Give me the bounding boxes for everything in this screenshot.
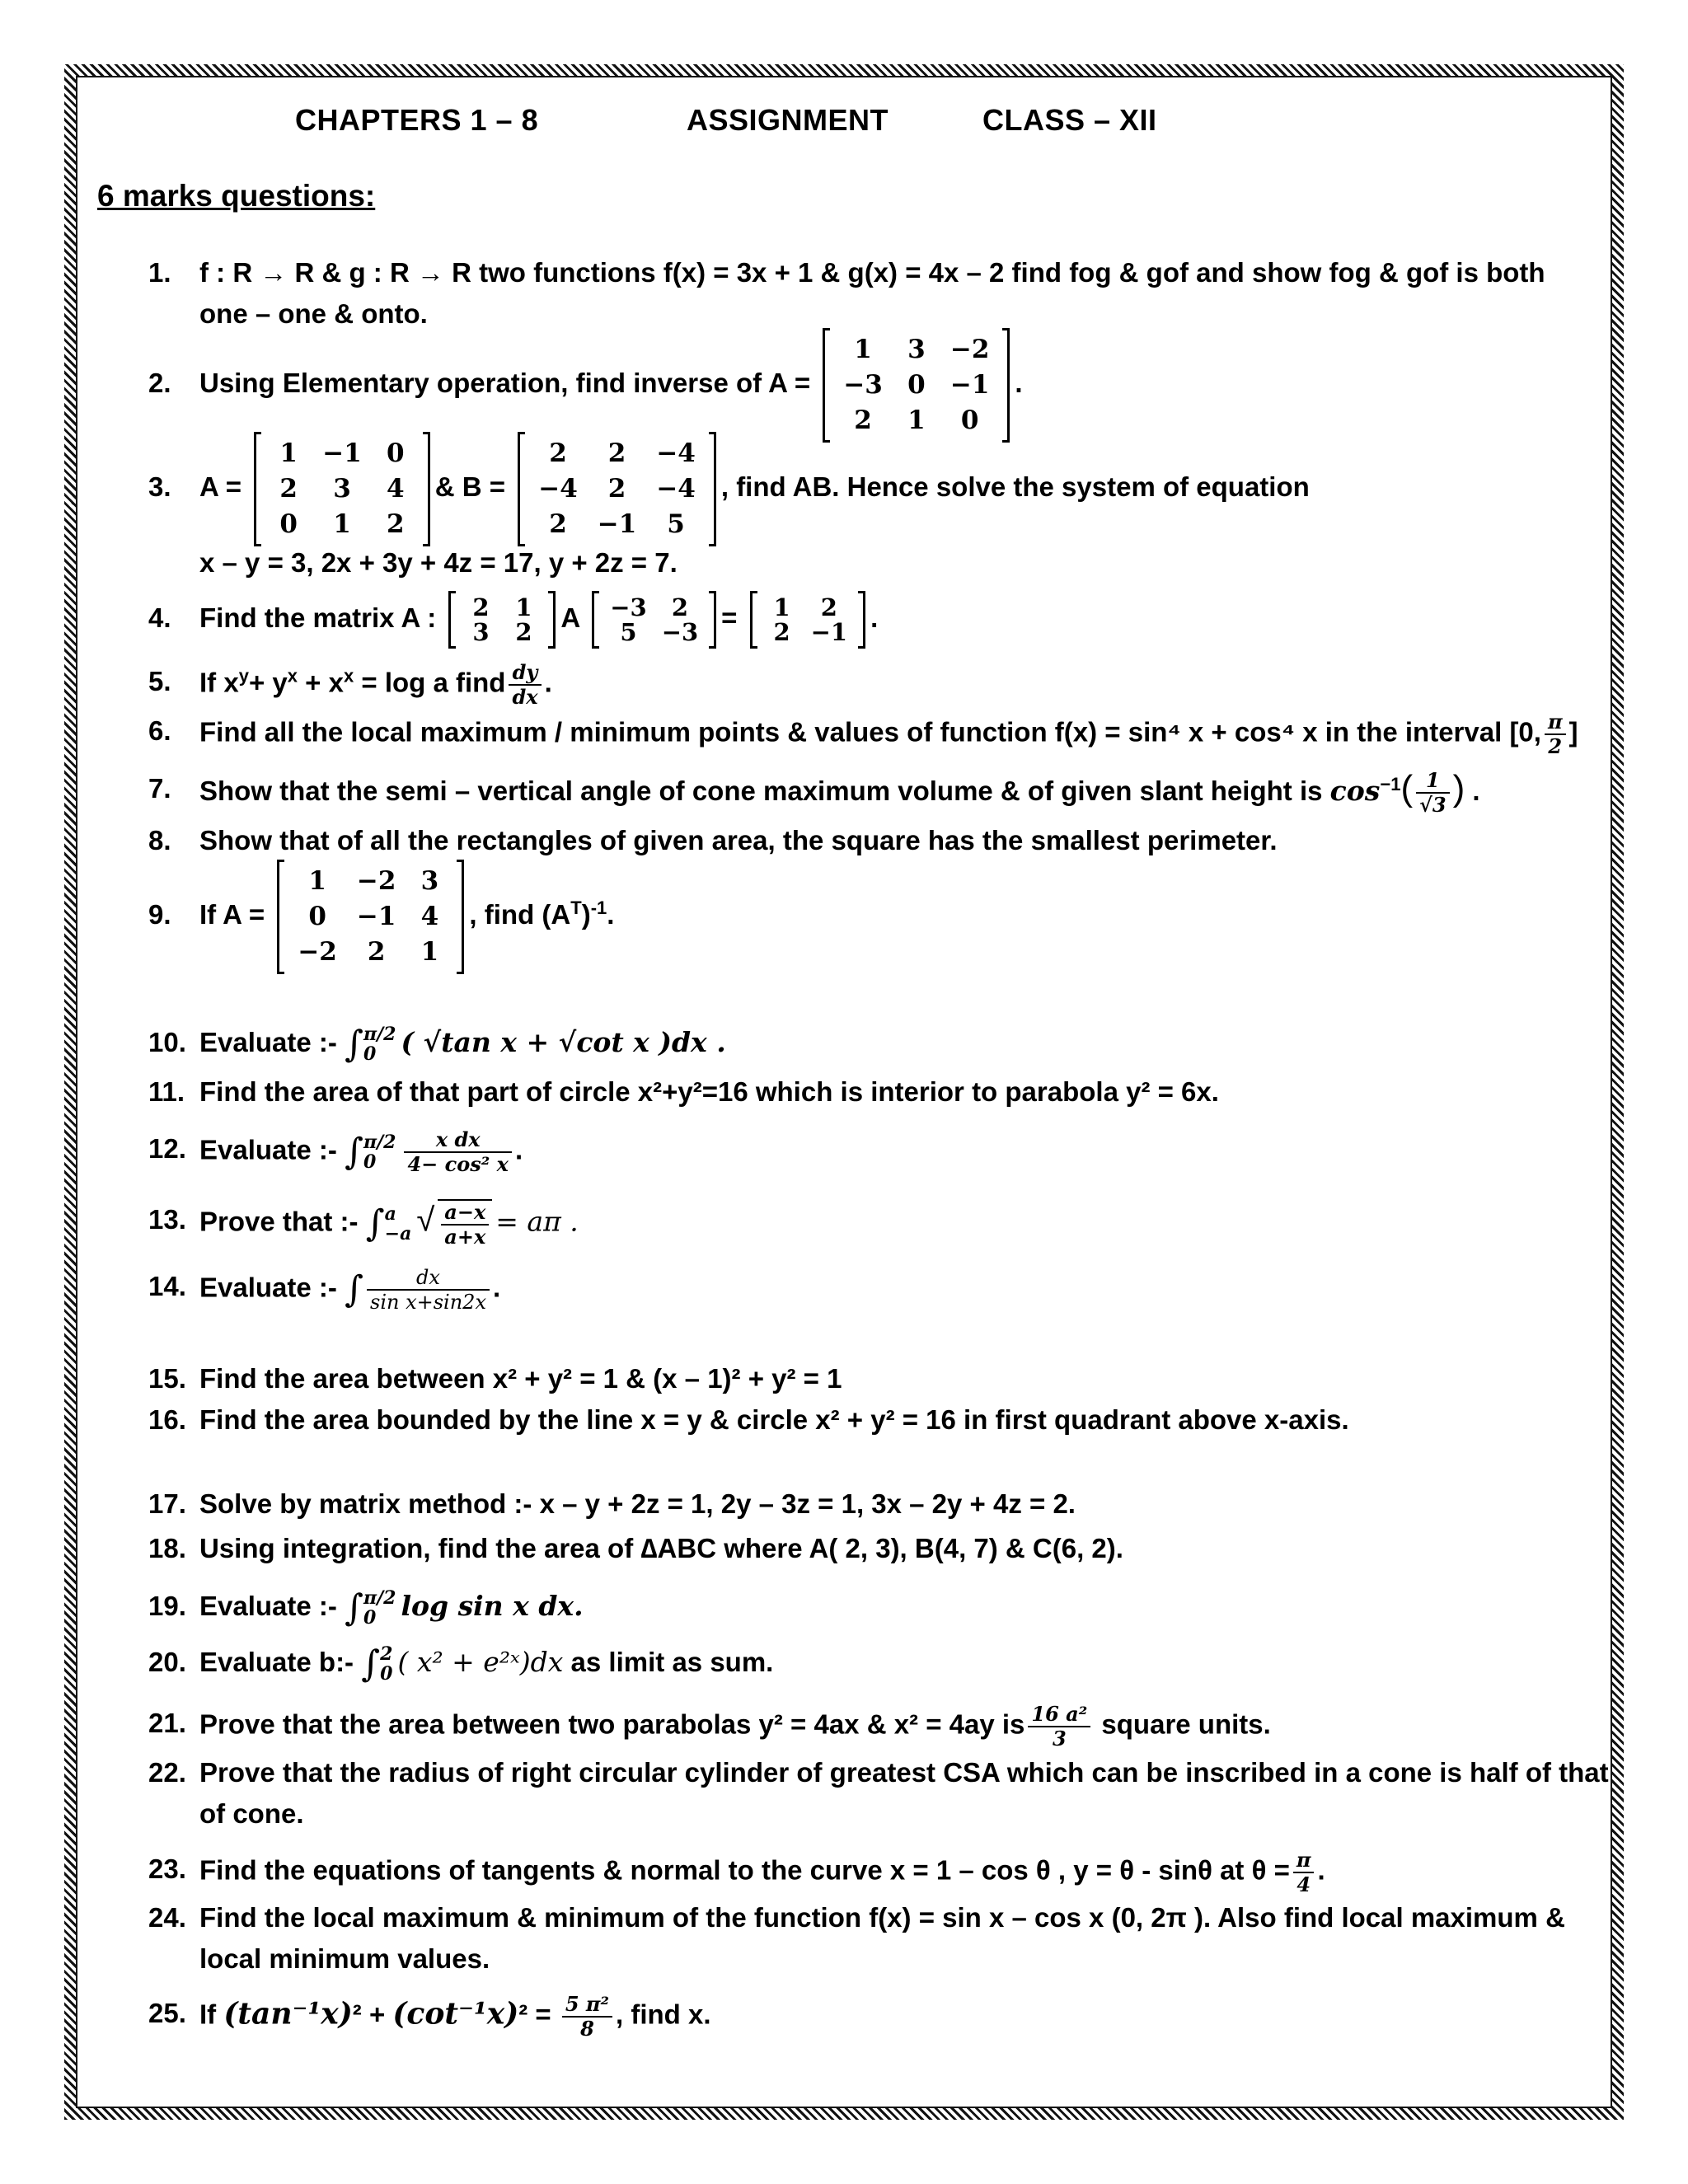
header-chapters: CHAPTERS 1 – 8 bbox=[295, 103, 539, 137]
question-number: 16. bbox=[148, 1404, 186, 1435]
question-text: Find the local maximum & minimum of the function f(x) = sin x – cos x (0, 2π ). Also find local maximum & bbox=[199, 1902, 1565, 1933]
question-number: 2. bbox=[148, 368, 171, 398]
question-number: 1. bbox=[148, 257, 171, 288]
matrix-a: 1 −1 0 2 3 4 0 1 2 bbox=[254, 434, 430, 544]
matrix-2: −3 2 5 −3 bbox=[592, 593, 716, 646]
question-number: 22. bbox=[148, 1757, 186, 1788]
integral-sign: ∫ bbox=[345, 1131, 363, 1173]
question-number: 11. bbox=[148, 1076, 185, 1107]
question-number: 25. bbox=[148, 1998, 186, 2028]
question-number: 21. bbox=[148, 1708, 186, 1738]
question-number: 12. bbox=[148, 1133, 186, 1164]
integral-sign: ∫ bbox=[345, 1586, 363, 1629]
question-number: 14. bbox=[148, 1271, 186, 1301]
integral-sign: ∫ bbox=[345, 1268, 363, 1310]
question-text-cont: x – y = 3, 2x + 3y + 4z = 17, y + 2z = 7. bbox=[199, 547, 678, 578]
question-number: 6. bbox=[148, 715, 171, 746]
question-number: 18. bbox=[148, 1533, 186, 1563]
question-number: 15. bbox=[148, 1363, 186, 1394]
question-text: Find the area bounded by the line x = y & circle x² + y² = 16 in first quadrant above x-axis. bbox=[199, 1404, 1349, 1435]
question-number: 9. bbox=[148, 899, 171, 930]
question-text-cont: one – one & onto. bbox=[199, 298, 428, 329]
question-text: Using Elementary operation, find inverse of A = bbox=[199, 368, 811, 398]
header-assignment: ASSIGNMENT bbox=[687, 103, 889, 137]
question-number: 7. bbox=[148, 773, 171, 804]
question-number: 17. bbox=[148, 1488, 186, 1519]
question-number: 10. bbox=[148, 1027, 186, 1057]
question-text-cont: local minimum values. bbox=[199, 1943, 490, 1974]
question-text-cont: of cone. bbox=[199, 1798, 304, 1829]
question-number: 8. bbox=[148, 825, 171, 855]
question-number: 24. bbox=[148, 1902, 186, 1933]
question-number: 3. bbox=[148, 471, 171, 502]
integral-sign: ∫ bbox=[365, 1202, 385, 1244]
question-text: Solve by matrix method :- x – y + 2z = 1, 2y – 3z = 1, 3x – 2y + 4z = 2. bbox=[199, 1488, 1076, 1519]
integral-sign: ∫ bbox=[345, 1023, 363, 1066]
question-number: 20. bbox=[148, 1647, 186, 1677]
section-title: 6 marks questions: bbox=[97, 179, 376, 213]
question-text: f : R → R & g : R → R two functions f(x) = 3x + 1 & g(x) = 4x – 2 find fog & gof and show fog & gof is both bbox=[199, 257, 1545, 288]
question-number: 23. bbox=[148, 1854, 186, 1884]
question-text: Find the area between x² + y² = 1 & (x – 1)² + y² = 1 bbox=[199, 1363, 842, 1394]
question-text: Show that of all the rectangles of given area, the square has the smallest perimeter. bbox=[199, 825, 1278, 855]
matrix-b: 2 2 −4 −4 2 −4 2 −1 5 bbox=[518, 434, 716, 544]
matrix-a: 1 −2 3 0 −1 4 −2 2 1 bbox=[277, 862, 464, 972]
matrix-1: 2 1 3 2 bbox=[448, 593, 556, 646]
question-text: Prove that the radius of right circular cylinder of greatest CSA which can be inscribed in a cone is half of that bbox=[199, 1757, 1609, 1788]
question-number: 4. bbox=[148, 602, 171, 633]
question-text: Using integration, find the area of ∆ABC where A( 2, 3), B(4, 7) & C(6, 2). bbox=[199, 1533, 1123, 1563]
integral-sign: ∫ bbox=[361, 1643, 381, 1685]
header-class: CLASS – XII bbox=[982, 103, 1157, 137]
matrix-3: 1 2 2 −1 bbox=[750, 593, 865, 646]
question-number: 5. bbox=[148, 666, 171, 696]
matrix-a: 1 3 −2 −3 0 −1 2 1 0 bbox=[823, 330, 1010, 440]
question-number: 13. bbox=[148, 1204, 186, 1235]
question-text: Find the area of that part of circle x²+y²=16 which is interior to parabola y² = 6x. bbox=[199, 1076, 1219, 1107]
question-number: 19. bbox=[148, 1591, 186, 1621]
